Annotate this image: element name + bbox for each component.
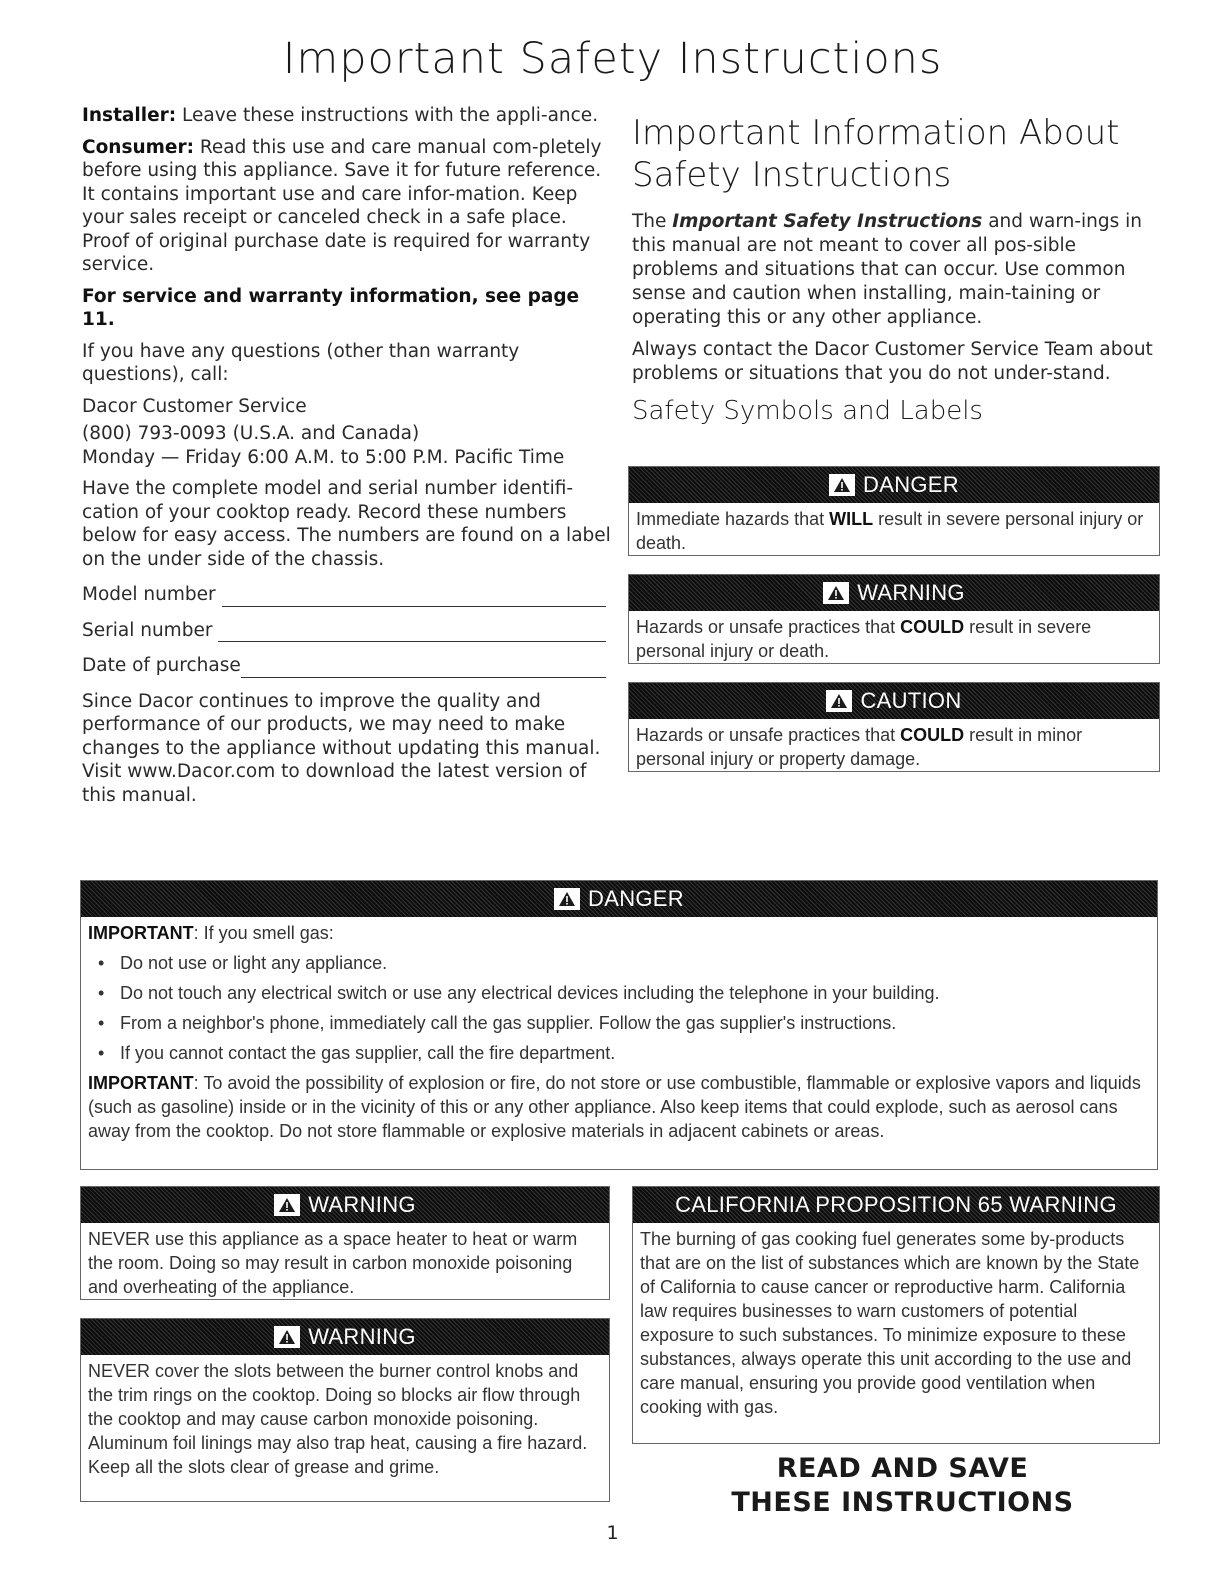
read-and-save-line2: THESE INSTRUCTIONS	[731, 1487, 1074, 1518]
danger-label-bar	[629, 467, 1159, 503]
service-name: Dacor Customer Service	[82, 395, 307, 417]
consumer-label: Consumer:	[82, 136, 194, 158]
warning-label-title: WARNING	[857, 580, 965, 605]
read-and-save-note	[640, 1452, 1165, 1520]
gas-danger-important: IMPORTANT: To avoid the possibility of explosion or fire, do not store or use combustible, flammable or explosive vapors and liquids (such as gasoline) inside or in the vicinity of this or any other appliance. Also keep items that could explode, such as aerosol cans away from the cooktop. Do not store flammable or explosive materials in adjacent cabinets or areas.	[88, 1073, 1141, 1141]
caution-label-title: CAUTION	[860, 688, 962, 713]
warning-triangle-icon	[826, 690, 852, 712]
space-heater-warning-text: NEVER use this appliance as a space heater to heat or warm the room. Doing so may result in carbon monoxide poisoning and overheating of the appliance.	[88, 1229, 578, 1297]
warning-label-box	[628, 574, 1160, 664]
safety-info-paragraph	[632, 210, 1162, 330]
purchase-date-field[interactable]	[241, 661, 606, 678]
gas-danger-bar	[81, 881, 1157, 917]
right-column	[632, 112, 1162, 436]
service-note: For service and warranty information, see page 11.	[82, 285, 580, 330]
space-heater-warning-bar	[81, 1187, 609, 1223]
slots-warning-bar	[81, 1319, 609, 1355]
installer-text: Leave these instructions with the appli-ance.	[176, 105, 599, 126]
warning-triangle-icon	[274, 1326, 300, 1348]
symbols-heading: Safety Symbols and Labels	[632, 396, 983, 426]
warning-label-text: Hazards or unsafe practices that COULD result in severe personal injury or death.	[636, 617, 1092, 661]
gas-danger-title: DANGER	[588, 886, 684, 911]
prop65-warning-bar	[633, 1187, 1159, 1223]
model-number-label: Model number	[82, 584, 216, 605]
space-heater-warning-box	[80, 1186, 610, 1300]
purchase-date-label: Date of purchase	[82, 655, 241, 676]
consumer-paragraph	[82, 136, 612, 277]
gas-danger-body	[81, 917, 1157, 1151]
service-phone: (800) 793-0093 (U.S.A. and Canada)	[82, 423, 420, 444]
prop65-warning-box	[632, 1186, 1160, 1444]
caution-label-box	[628, 682, 1160, 772]
safety-info-post: and warn-ings in this manual are not meant to cover all pos-sible problems and situations that can occur. Use common sense and caution when installing, main-taining or operating this or any other appliance.	[632, 211, 1143, 328]
gas-danger-bullet: • From a neighbor's phone, immediately call the gas supplier. Follow the gas supplier's instructions.	[98, 1013, 897, 1033]
space-heater-warning-title: WARNING	[308, 1192, 416, 1217]
safety-info-emphasis: Important Safety Instructions	[672, 211, 983, 232]
model-number-field[interactable]	[222, 590, 606, 607]
gas-danger-bullet: • Do not touch any electrical switch or use any electrical devices including the telephone in your building.	[98, 983, 940, 1003]
safety-info-pre: The	[632, 211, 673, 232]
read-and-save-line1: READ AND SAVE	[776, 1453, 1029, 1484]
left-column	[82, 104, 612, 815]
caution-label-bar	[629, 683, 1159, 719]
warning-triangle-icon	[554, 888, 580, 910]
consumer-text: Read this use and care manual com-pletely before using this appliance. Save it for future reference. It contains important use and care infor-mation. Keep your sales receipt or canceled check in a safe place. Proof of original purchase date is required for warranty service.	[82, 136, 602, 275]
gas-danger-box	[80, 880, 1158, 1170]
page-number: 1	[606, 1522, 619, 1544]
slots-warning-text: NEVER cover the slots between the burner control knobs and the trim rings on the cooktop. Doing so blocks air flow through the cooktop and may cause carbon monoxide poisoning. Aluminum foil linings may also trap heat, causing a fire hazard. Keep all the slots clear of grease and grime.	[88, 1361, 588, 1477]
danger-label-title: DANGER	[863, 472, 959, 497]
model-number-line	[82, 583, 606, 607]
gas-danger-intro: IMPORTANT: If you smell gas:	[88, 923, 334, 943]
page-title: Important Safety Instructions	[282, 34, 943, 84]
installer-label: Installer:	[82, 105, 177, 126]
warning-triangle-icon	[823, 582, 849, 604]
warning-triangle-icon	[829, 474, 855, 496]
safety-info-heading: Important Information About Safety Instructions	[632, 113, 1120, 195]
installer-paragraph	[82, 104, 612, 128]
warning-triangle-icon	[274, 1194, 300, 1216]
prop65-warning-title: CALIFORNIA PROPOSITION 65 WARNING	[675, 1192, 1117, 1217]
gas-danger-bullet: • Do not use or light any appliance.	[98, 953, 388, 973]
model-instructions: Have the complete model and serial number identifi-cation of your cooktop ready. Record these numbers below for easy access. The numbers are found on a label on the under side of the chassis.	[82, 478, 611, 570]
service-hours: Monday — Friday 6:00 A.M. to 5:00 P.M. Pacific Time	[82, 446, 565, 468]
prop65-warning-text: The burning of gas cooking fuel generates some by-products that are on the list of substances which are known by the State of California to cause cancer or reproductive harm. California law requires businesses to warn customers of potential exposure to such substances. To minimize exposure to these substances, always operate this unit according to the use and care manual, ensuring you provide good ventilation when cooking with gas.	[640, 1229, 1140, 1417]
contact-paragraph: Always contact the Dacor Customer Service Team about problems or situations that you do not under-stand.	[632, 339, 1153, 384]
closing-paragraph: Since Dacor continues to improve the quality and performance of our products, we may need to make changes to the appliance without updating this manual. Visit www.Dacor.com to download the latest version of this manual.	[82, 690, 601, 806]
serial-number-field[interactable]	[218, 625, 606, 642]
gas-danger-bullet: • If you cannot contact the gas supplier, call the fire department.	[98, 1043, 616, 1063]
warning-label-bar	[629, 575, 1159, 611]
danger-label-text: Immediate hazards that WILL result in severe personal injury or death.	[636, 509, 1144, 553]
danger-label-box	[628, 466, 1160, 556]
caution-label-text: Hazards or unsafe practices that COULD result in minor personal injury or property damage.	[636, 725, 1083, 769]
questions-text: If you have any questions (other than warranty questions), call:	[82, 340, 520, 385]
serial-number-label: Serial number	[82, 619, 213, 641]
slots-warning-box	[80, 1318, 610, 1502]
slots-warning-title: WARNING	[308, 1324, 416, 1349]
serial-number-line	[82, 619, 606, 643]
purchase-date-line	[82, 654, 606, 678]
